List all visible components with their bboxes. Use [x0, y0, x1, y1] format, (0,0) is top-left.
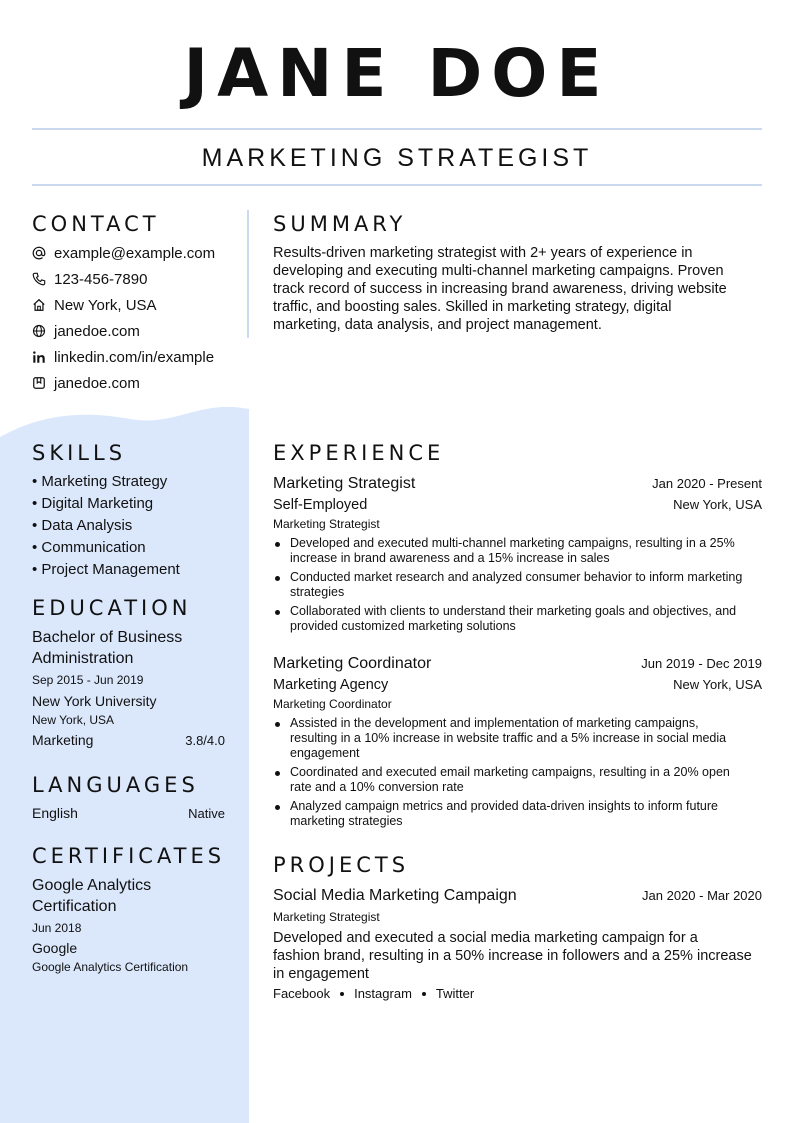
job-bullets: [273, 536, 762, 634]
job-bullet: Analyzed campaign metrics and provided data-driven insights to inform future marketing strategies: [273, 799, 762, 829]
language-level: Native: [188, 806, 225, 821]
keyword-separator: [340, 992, 344, 996]
project-keyword: Facebook: [273, 986, 331, 1001]
project-description-line: Developed and executed a social media marketing campaign for a: [273, 930, 698, 946]
project-keyword: Twitter: [435, 986, 475, 1001]
contact-heading: CONTACT: [32, 212, 160, 236]
contact-linkedin[interactable]: [32, 346, 214, 368]
project-role: Marketing Strategist: [273, 910, 380, 924]
education-heading: EDUCATION: [32, 596, 192, 620]
linkedin-icon: [32, 349, 54, 365]
project-keyword: Instagram: [354, 986, 412, 1001]
skills-list: [32, 471, 242, 581]
contact-phone[interactable]: [32, 268, 147, 290]
project-title: Social Media Marketing Campaign: [273, 887, 517, 904]
job-role: Marketing Strategist: [273, 517, 380, 531]
contact-email[interactable]: [32, 242, 215, 264]
job-bullet: Conducted market research and analyzed consumer behavior to inform marketing strategies: [273, 570, 762, 600]
job-bullet: Developed and executed multi-channel marketing campaigns, resulting in a 25% increase in brand awareness and a 15% increase in sales: [273, 536, 762, 566]
company-name: Self-Employed: [273, 497, 368, 513]
summary-line: Results-driven marketing strategist with 2+ years of experience in: [273, 245, 693, 261]
summary-line: traffic, and boosting sales. Skilled in marketing strategy, digital: [273, 299, 672, 315]
project-description-line: in engagement: [273, 966, 369, 982]
summary-line: marketing, data analysis, and project management.: [273, 317, 602, 333]
project-keywords: [273, 986, 762, 1001]
job-title: Marketing Strategist: [273, 475, 416, 492]
certificates-heading: CERTIFICATES: [32, 844, 226, 868]
job-title: Marketing Coordinator: [273, 655, 432, 672]
skills-heading: SKILLS: [32, 441, 127, 465]
contact-email-text: example@example.com: [54, 244, 216, 262]
experience-heading: EXPERIENCE: [273, 441, 445, 465]
experience-entry: [273, 653, 762, 833]
project-description-line: fashion brand, resulting in a 50% increase in followers and a 25% increase: [273, 948, 752, 964]
skill-item: • Communication: [32, 539, 146, 556]
contact-linkedin-text: linkedin.com/in/example: [54, 348, 215, 366]
contact-location: [32, 294, 157, 316]
keyword-separator: [422, 992, 426, 996]
project-entry: [273, 885, 762, 1001]
phone-icon: [32, 271, 54, 287]
education-field-row: [32, 731, 225, 749]
company-name: Marketing Agency: [273, 677, 389, 693]
contact-location-text: New York, USA: [54, 296, 157, 314]
job-bullet: Collaborated with clients to understand their marketing goals and objectives, and provided customized marketing solutions: [273, 604, 762, 634]
job-bullets: [273, 716, 762, 829]
education-dates: Sep 2015 - Jun 2019: [32, 673, 144, 687]
certificate-name: Google Analytics Certification: [32, 877, 152, 915]
school-name: New York University: [32, 693, 157, 709]
job-dates: Jun 2019 - Dec 2019: [641, 656, 762, 671]
certificate-detail: Google Analytics Certification: [32, 960, 189, 974]
school-location: New York, USA: [32, 713, 115, 727]
certificate-entry: [32, 875, 232, 975]
field-of-study: Marketing: [32, 732, 94, 748]
contact-portfolio[interactable]: [32, 372, 140, 394]
contact-phone-text: 123-456-7890: [54, 270, 148, 288]
globe-icon: [32, 323, 54, 339]
contact-website[interactable]: [32, 320, 140, 342]
job-location: New York, USA: [673, 497, 762, 512]
language-name: English: [32, 805, 78, 821]
certificate-date: Jun 2018: [32, 921, 82, 935]
project-description: [273, 929, 762, 983]
projects-heading: PROJECTS: [273, 853, 410, 877]
column-divider: [247, 210, 249, 338]
summary-line: developing and executing multi-channel marketing campaigns. Proven: [273, 263, 724, 279]
gpa: 3.8/4.0: [185, 733, 225, 748]
project-dates: Jan 2020 - Mar 2020: [642, 888, 762, 903]
education-entry: [32, 627, 225, 749]
skill-item: • Marketing Strategy: [32, 473, 168, 490]
degree-title: Bachelor of Business Administration: [32, 629, 183, 667]
language-row: [32, 804, 225, 822]
summary-line: track record of success in increasing brand awareness, driving website: [273, 281, 727, 297]
candidate-name: JANE DOE: [183, 35, 611, 112]
skill-item: • Data Analysis: [32, 517, 133, 534]
skill-item: • Project Management: [32, 561, 180, 578]
languages-heading: LANGUAGES: [32, 773, 199, 797]
header-rule-top: [32, 128, 762, 130]
job-bullet: Assisted in the development and implementation of marketing campaigns, resulting in a 10% increase in website traffic and a 5% increase in social media engagement: [273, 716, 762, 761]
summary-heading: SUMMARY: [273, 212, 407, 236]
contact-portfolio-text: janedoe.com: [54, 374, 140, 392]
summary-text: [273, 244, 763, 334]
job-role: Marketing Coordinator: [273, 697, 392, 711]
job-bullet: Coordinated and executed email marketing campaigns, resulting in a 20% open rate and a 10% conversion rate: [273, 765, 762, 795]
at-icon: [32, 245, 54, 261]
job-location: New York, USA: [673, 677, 762, 692]
home-icon: [32, 297, 54, 313]
bookmark-icon: [32, 375, 54, 391]
job-dates: Jan 2020 - Present: [652, 476, 762, 491]
contact-website-text: janedoe.com: [54, 322, 140, 340]
header-rule-bottom: [32, 184, 762, 186]
skill-item: • Digital Marketing: [32, 495, 154, 512]
certificate-issuer: Google: [32, 940, 78, 956]
experience-entry: [273, 473, 762, 638]
job-title: MARKETING STRATEGIST: [201, 144, 593, 172]
